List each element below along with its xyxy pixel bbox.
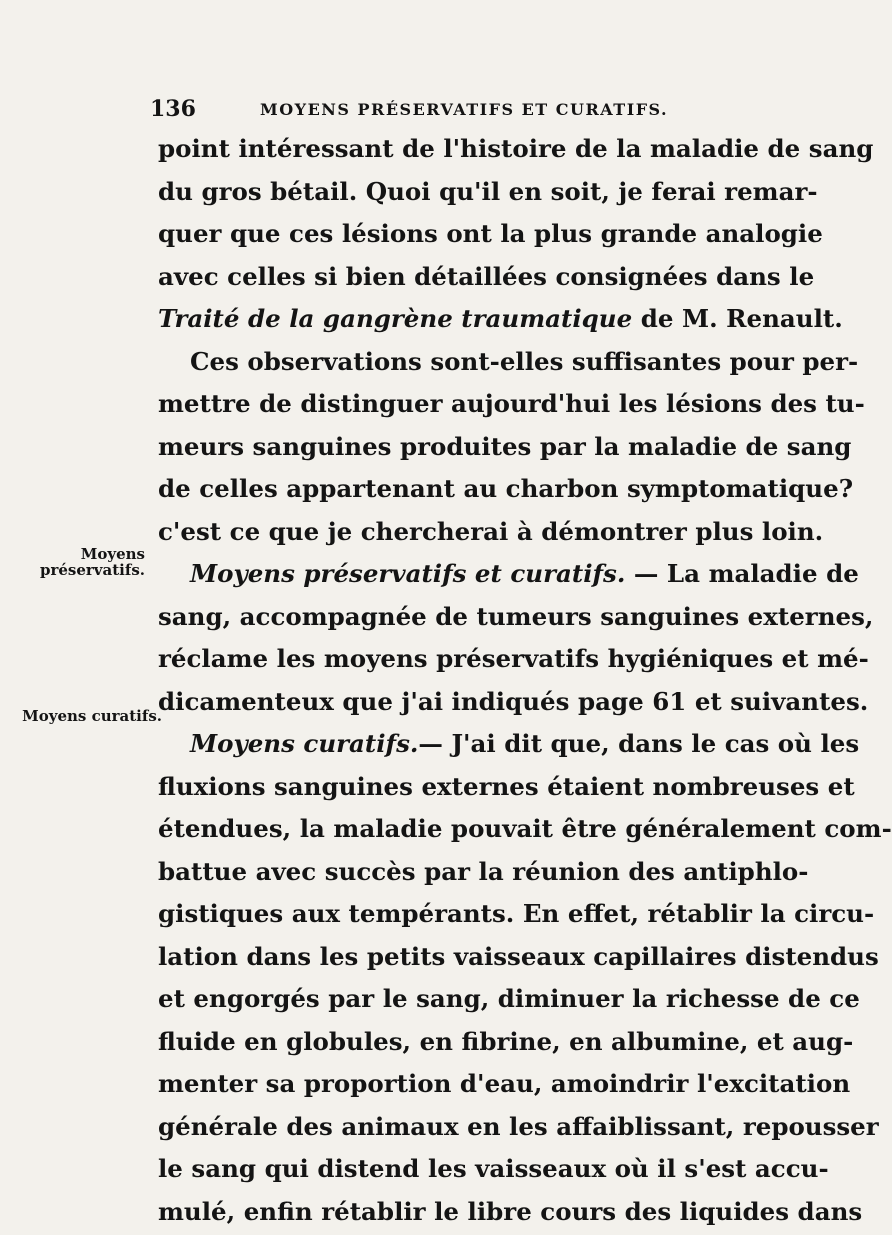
text-line: menter sa proportion d'eau, amoindrir l'excitation: [158, 1069, 851, 1098]
text-line: étendues, la maladie pouvait être généralement com-: [158, 814, 892, 843]
text-line: gistiques aux tempérants. En effet, rétablir la circu-: [158, 899, 875, 928]
text-run: — J'ai dit que, dans le cas où les: [418, 729, 860, 758]
text-line: de celles appartenant au charbon symptomatique?: [158, 474, 854, 503]
text-line: Ces observations sont-elles suffisantes pour per-: [190, 346, 859, 376]
text-line: mulé, enfin rétablir le libre cours des liquides dans: [158, 1196, 863, 1226]
text-line: sang, accompagnée de tumeurs sanguines externes,: [158, 601, 874, 631]
italic-title: Traité de la gangrène traumatique: [158, 304, 633, 333]
text-line: avec celles si bien détaillées consignées dans le: [158, 261, 815, 291]
text-line: fluide en globules, en fibrine, en albumine, et aug-: [158, 1026, 854, 1056]
text-line: lation dans les petits vaisseaux capillaires distendus: [158, 941, 879, 971]
text-line: générale des animaux en les affaiblissant, repousser: [158, 1111, 879, 1141]
text-line: battue avec succès par la réunion des antiphlo-: [158, 856, 809, 886]
text-run: de M. Renault.: [632, 304, 843, 333]
page-header: [150, 96, 750, 126]
running-title: MOYENS PRÉSERVATIFS ET CURATIFS.: [260, 100, 669, 119]
text-line: [158, 553, 859, 596]
section-heading: Moyens curatifs.: [190, 729, 419, 758]
text-line: [158, 298, 843, 341]
text-line: du gros bétail. Quoi qu'il en soit, je ferai remar-: [158, 176, 818, 206]
text-line: fluxions sanguines externes étaient nombreuses et: [158, 771, 855, 801]
margin-note-curatifs: Moyens curatifs.: [22, 707, 162, 725]
margin-note-line: Moyens: [80, 545, 145, 563]
section-heading: Moyens préservatifs et curatifs.: [190, 559, 626, 588]
text-line: dicamenteux que j'ai indiqués page 61 et suivantes.: [158, 686, 869, 716]
body-text: [158, 128, 892, 1233]
text-line: et engorgés par le sang, diminuer la richesse de ce: [158, 984, 860, 1013]
text-line: meurs sanguines produites par la maladie de sang: [158, 431, 852, 461]
margin-note-preservatifs: [40, 546, 145, 578]
text-line: quer que ces lésions ont la plus grande analogie: [158, 219, 823, 248]
text-line: le sang qui distend les vaisseaux où il s'est accu-: [158, 1154, 829, 1183]
text-line: mettre de distinguer aujourd'hui les lésions des tu-: [158, 389, 865, 418]
text-line: [158, 723, 860, 766]
text-line: réclame les moyens préservatifs hygiéniques et mé-: [158, 644, 869, 673]
text-line: point intéressant de l'histoire de la maladie de sang: [158, 134, 874, 163]
text-line: c'est ce que je chercherai à démontrer plus loin.: [158, 516, 824, 546]
text-run: — La maladie de: [625, 559, 859, 588]
page-number: 136: [150, 96, 196, 122]
margin-note-line: préservatifs.: [39, 561, 145, 579]
